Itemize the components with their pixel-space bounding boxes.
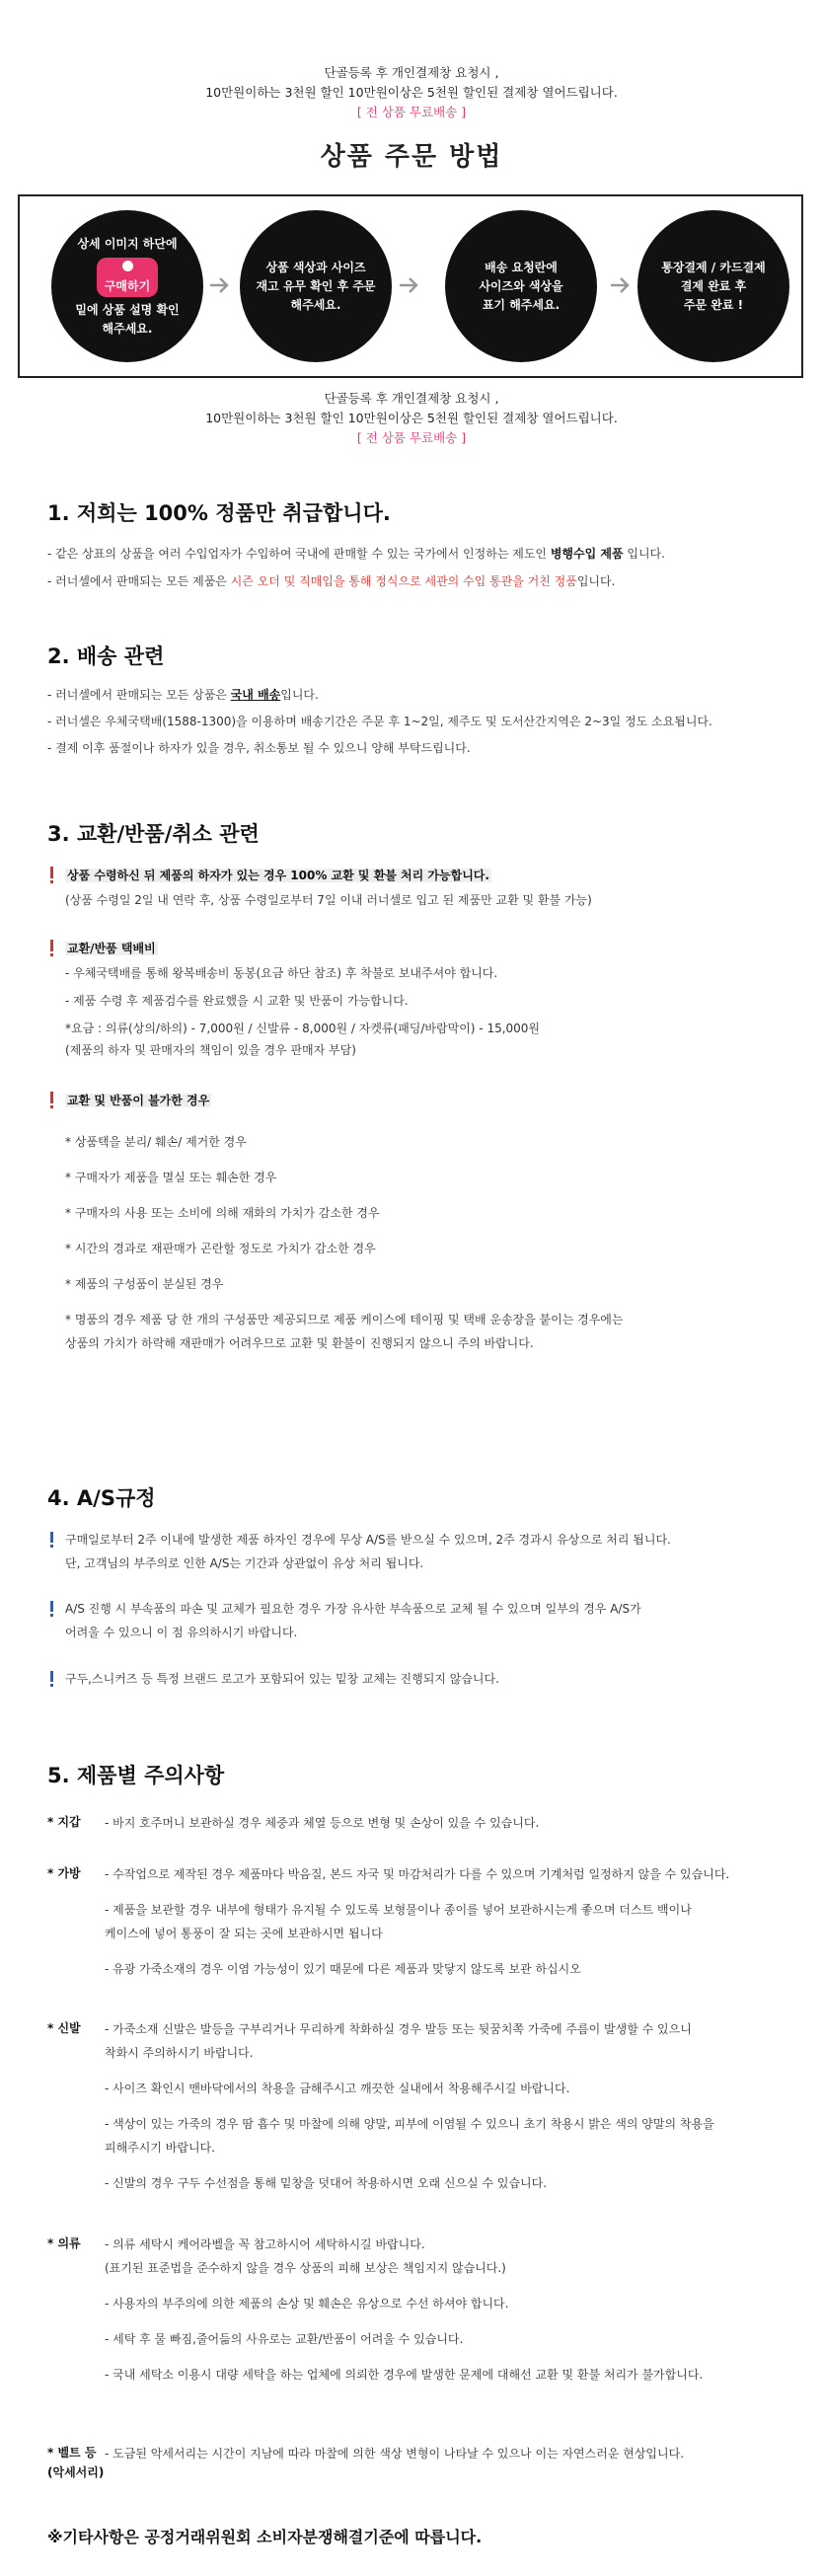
clothing-text: - 의류 세탁시 케어라벨을 꼭 참고하시어 세탁하시길 바랍니다. (105, 2237, 425, 2251)
sec3-bullet: * 상품택을 분리/ 훼손/ 제거한 경우 (65, 1135, 247, 1149)
section-5-title: 5. 제품별 주의사항 (47, 1764, 225, 1787)
bottom-notice (0, 389, 823, 448)
step-text: 통장결제 / 카드결제 (661, 260, 766, 274)
sec3-fee-line-2: - 제품 수령 후 제품검수를 완료했을 시 교환 및 반품이 가능합니다. (65, 994, 409, 1008)
sec3-bullet: * 구매자가 제품을 멸실 또는 훼손한 경우 (65, 1171, 277, 1184)
sec3-heading-1: 상품 수령하신 뒤 제품의 하자가 있는 경우 100% 교환 및 환불 처리 가능합니다. (67, 869, 489, 882)
bag-text: 케이스에 넣어 통풍이 잘 되는 곳에 보관하시면 됩니다 (105, 1927, 383, 1940)
bag-label: * 가방 (47, 1866, 81, 1880)
section-3-title: 3. 교환/반품/취소 관련 (47, 822, 260, 846)
sec3-heading-2: 교환/반품 택배비 (67, 942, 156, 955)
sec3-fee-line-1: - 우체국택배를 통해 왕복배송비 동봉(요금 하단 참조) 후 착불로 보내주셔야 합니다. (65, 966, 498, 980)
arrow-right-icon (608, 273, 632, 297)
exclamation-icon (49, 939, 54, 958)
step-text: 해주세요. (290, 297, 341, 312)
exclamation-icon (49, 1091, 54, 1110)
step-text: 상세 이미지 하단에 (77, 236, 178, 251)
notice-line: 단골등록 후 개인결제창 요청시 , (324, 391, 499, 406)
shoes-text: - 가죽소재 신발은 발등을 구부리거나 무리하게 착화하실 경우 발등 또는 뒷꿈치쪽 가죽에 주름이 발생할 수 있으니 (105, 2022, 692, 2036)
shoes-text: - 색상이 있는 가죽의 경우 땀 흡수 및 마찰에 의해 양말, 피부에 이염될 수 있으니 초기 착용시 밝은 색의 양말의 착용을 (105, 2117, 714, 2131)
exclamation-icon (49, 1530, 54, 1550)
sec3-bullet: * 구매자의 사용 또는 소비에 의해 재화의 가치가 감소한 경우 (65, 1206, 380, 1220)
order-method-title: 상품 주문 방법 (320, 142, 503, 172)
sec4-para-2b: 어려울 수 있으니 이 점 유의하시기 바랍니다. (65, 1626, 298, 1639)
section-2-title: 2. 배송 관련 (47, 644, 165, 668)
belt-text: - 도금된 악세서리는 시간이 지남에 따라 마찰에 의한 색상 변형이 나타날 수 있으나 이는 자연스러운 현상입니다. (105, 2447, 685, 2461)
footer-note: ※기타사항은 공정거래위원회 소비자분쟁해결기준에 따릅니다. (47, 2528, 483, 2546)
free-shipping-label: [ 전 상품 무료배송 ] (356, 430, 467, 445)
wallet-text: - 바지 호주머니 보관하실 경우 체중과 체열 등으로 변형 및 손상이 있을 수 있습니다. (105, 1816, 540, 1830)
sec1-line-2: - 러너셀에서 판매되는 모든 제품은 시즌 오더 및 직매입을 통해 정식으로 세관의 수입 통관을 거친 정품입니다. (47, 574, 616, 588)
sec3-bullet: * 명품의 경우 제품 당 한 개의 구성품만 제공되므로 제품 케이스에 테이핑 및 택배 운송장을 붙이는 경우에는 (65, 1313, 624, 1326)
notice-line: 10만원이하는 3천원 할인 10만원이상은 5천원 할인된 결제창 열어드립니다. (205, 85, 618, 100)
sec3-fee-line-3: *요금 : 의류(상의/하의) - 7,000원 / 신발류 - 8,000원 / 자켓류(패딩/바람막이) - 15,000원 (65, 1022, 541, 1035)
sec4-para-1b: 단, 고객님의 부주의로 인한 A/S는 기간과 상관없이 유상 처리 됩니다. (65, 1556, 424, 1570)
sec4-para-1a: 구매일로부터 2주 이내에 발생한 제품 하자인 경우에 무상 A/S를 받으실 수 있으며, 2주 경과시 유상으로 처리 됩니다. (65, 1533, 671, 1547)
step-1 (51, 210, 203, 362)
buy-button-label: 구매하기 (104, 278, 151, 293)
sec3-heading-1-sub: (상품 수령일 2일 내 연락 후, 상품 수령일로부터 7일 이내 러너셀로 입고 된 제품만 교환 및 환불 가능) (65, 893, 592, 907)
clothing-label: * 의류 (47, 2236, 81, 2250)
step-text: 밑에 상품 설명 확인 (75, 302, 180, 317)
step-text: 표기 해주세요. (482, 297, 561, 312)
notice-line: 단골등록 후 개인결제창 요청시 , (324, 65, 499, 80)
wallet-label: * 지갑 (47, 1815, 81, 1829)
step-4 (637, 210, 789, 362)
arrow-right-icon (397, 273, 420, 297)
sec3-heading-3: 교환 및 반품이 불가한 경우 (67, 1094, 210, 1107)
bag-text: - 제품을 보관할 경우 내부에 형태가 유지될 수 있도록 보형물이나 종이를 넣어 보관하시는게 좋으며 더스트 백이나 (105, 1903, 692, 1917)
exclamation-icon (49, 866, 54, 885)
shoes-text: 착화시 주의하시기 바랍니다. (105, 2046, 254, 2060)
step-text: 배송 요청란에 (485, 260, 558, 274)
free-shipping-label: [ 전 상품 무료배송 ] (356, 105, 467, 119)
sec3-bullet: 상품의 가치가 하락해 재판매가 어려우므로 교환 및 환불이 진행되지 않으니 주의 바랍니다. (65, 1336, 534, 1350)
sec2-line-1: - 러너셀에서 판매되는 모든 상품은 국내 배송입니다. (47, 688, 319, 702)
sec4-para-3: 구두,스니커즈 등 특정 브랜드 로고가 포함되어 있는 밑창 교체는 진행되지 않습니다. (65, 1672, 499, 1686)
clothing-text: - 국내 세탁소 이용시 대량 세탁을 하는 업체에 의뢰한 경우에 발생한 문제에 대해선 교환 및 환불 처리가 불가합니다. (105, 2368, 704, 2382)
bag-text: - 유광 가죽소재의 경우 이염 가능성이 있기 때문에 다른 제품과 맞닿지 않도록 보관 하십시오 (105, 1962, 581, 1976)
step-text: 사이즈와 색상을 (479, 278, 563, 293)
belt-label: * 벨트 등 (47, 2446, 97, 2460)
exclamation-icon (49, 1669, 54, 1689)
shoes-text: - 신발의 경우 구두 수선점을 통해 밑창을 덧대어 착용하시면 오래 신으실 수 있습니다. (105, 2176, 548, 2190)
notice-line: 10만원이하는 3천원 할인 10만원이상은 5천원 할인된 결제창 열어드립니다. (205, 411, 618, 425)
step-3 (445, 210, 597, 362)
sec3-fee-line-4: (제품의 하자 및 판매자의 책임이 있을 경우 판매자 부담) (65, 1043, 356, 1057)
sec2-line-3: - 결제 이후 품절이나 하자가 있을 경우, 취소통보 될 수 있으니 양해 부탁드립니다. (47, 741, 471, 755)
sec2-line-2: - 러너셀은 우체국택배(1588-1300)을 이용하며 배송기간은 주문 후 1~2일, 제주도 및 도서산간지역은 2~3일 정도 소요됩니다. (47, 715, 712, 728)
clothing-text: - 세탁 후 물 빠짐,줄어듦의 사유로는 교환/반품이 어려울 수 있습니다. (105, 2332, 464, 2346)
bag-text: - 수작업으로 제작된 경우 제품마다 박음질, 본드 자국 및 마감처리가 다를 수 있으며 기계처럼 일정하지 않을 수 있습니다. (105, 1867, 730, 1881)
section-1-title: 1. 저희는 100% 정품만 취급합니다. (47, 501, 391, 525)
sec4-para-2a: A/S 진행 시 부속품의 파손 및 교체가 필요한 경우 가장 유사한 부속품으로 교체 될 수 있으며 일부의 경우 A/S가 (65, 1602, 641, 1616)
exclamation-icon (49, 1599, 54, 1619)
buy-button-example (97, 258, 158, 297)
clothing-text: (표기된 표준법을 준수하지 않을 경우 상품의 피해 보상은 책임지지 않습니다.) (105, 2261, 506, 2275)
shoes-text: 피해주시기 바랍니다. (105, 2141, 215, 2155)
shoes-text: - 사이즈 확인시 맨바닥에서의 착용을 금해주시고 깨끗한 실내에서 착용해주시길 바랍니다. (105, 2082, 570, 2095)
sec3-bullet: * 제품의 구성품이 분실된 경우 (65, 1277, 224, 1291)
step-text: 해주세요. (102, 321, 153, 336)
arrow-right-icon (207, 273, 231, 297)
cart-icon (122, 261, 133, 271)
step-text: 주문 완료 ! (683, 297, 744, 312)
sec3-bullet: * 시간의 경과로 재판매가 곤란할 정도로 가치가 감소한 경우 (65, 1242, 376, 1255)
shoes-label: * 신발 (47, 2021, 81, 2035)
section-4-title: 4. A/S규정 (47, 1486, 156, 1510)
step-text: 결제 완료 후 (680, 278, 747, 293)
top-notice (0, 63, 823, 122)
belt-label-sub: (악세서리) (47, 2465, 105, 2479)
step-text: 상품 색상과 사이즈 (265, 260, 366, 274)
sec1-line-1: - 같은 상표의 상품을 여러 수입업자가 수입하여 국내에 판매할 수 있는 국가에서 인정하는 제도인 병행수입 제품 입니다. (47, 547, 665, 561)
step-text: 재고 유무 확인 후 주문 (256, 278, 376, 293)
clothing-text: - 사용자의 부주의에 의한 제품의 손상 및 훼손은 유상으로 수선 하셔야 합니다. (105, 2297, 509, 2311)
order-steps-box (18, 194, 803, 378)
step-2 (240, 210, 392, 362)
